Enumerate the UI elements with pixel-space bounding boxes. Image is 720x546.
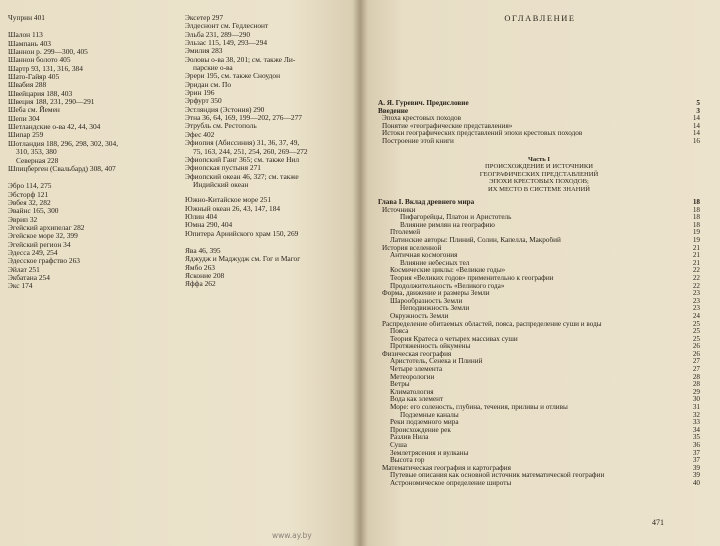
toc-entry-title: Неподвижность Земли [400, 305, 470, 313]
index-entry: Эврип 32 [8, 214, 38, 224]
toc-title: ОГЛАВЛЕНИЕ [504, 14, 576, 23]
index-entry: Яффа 262 [185, 279, 216, 289]
index-entry: Эфес 402 [185, 129, 215, 139]
toc-entry [378, 260, 700, 268]
toc-entry-page: 26 [692, 342, 700, 351]
toc-entry-title: А. Я. Гуревич. Предисловие [378, 100, 469, 107]
toc-entry-title: Влияние римлян на географию [400, 221, 495, 229]
toc-entry-page: 29 [692, 387, 700, 396]
toc-entry [378, 381, 700, 389]
toc-entry [378, 389, 700, 397]
toc-entry-page: 19 [692, 235, 700, 244]
toc-entry [378, 457, 700, 465]
toc-entry-title: Латинские авторы: Плиний, Солин, Капелла, Макробий [390, 236, 561, 244]
toc-entry [378, 290, 700, 298]
toc-entry-page: 34 [692, 425, 700, 434]
toc-entry [378, 214, 700, 222]
index-entry-continuation: 75, 163, 244, 251, 254, 260, 269—272 [193, 146, 308, 156]
toc-entry-page: 35 [692, 433, 700, 442]
toc-entry-title: Античная космогония [390, 252, 458, 260]
toc-entry-title: Четыре элемента [390, 366, 443, 374]
toc-entry-title: Понятие «географические представления» [382, 122, 513, 130]
toc-intro-block [378, 100, 700, 146]
toc-entry [378, 419, 700, 427]
toc-entry-page: 39 [692, 471, 700, 480]
toc-entry-title: Окружность Земли [390, 312, 449, 320]
toc-entry-title: Истоки географических представлений эпохи крестовых походов [382, 130, 583, 138]
toc-entry-title: Суша [390, 442, 407, 449]
toc-entry-page: 28 [692, 372, 700, 381]
toc-entry-page: 40 [692, 478, 700, 487]
toc-entry-page: 14 [692, 129, 700, 138]
toc-entry [378, 123, 700, 131]
toc-entry [378, 465, 700, 473]
toc-entry-title: Источники [382, 206, 416, 214]
toc-entry-title: Море: его соленость, глубина, течения, приливы и отливы [390, 404, 568, 412]
index-entry: Эвайнс 165, 300 [8, 206, 59, 216]
toc-entry [378, 237, 700, 245]
toc-entry-title: Введение [378, 107, 409, 115]
toc-entry [378, 108, 700, 116]
toc-entry-page: 14 [692, 114, 700, 123]
toc-entry-title: Ветры [390, 381, 410, 389]
index-entry: Эдесса 249, 254 [8, 247, 58, 257]
index-entry: Эмилия 283 [185, 46, 223, 56]
index-entry: Этрубль см. Рестополь [185, 121, 257, 131]
index-entry: Эйлат 251 [8, 264, 40, 274]
toc-entry [378, 298, 700, 306]
toc-entry-title: Глава I. Вклад древнего мира [378, 199, 475, 206]
index-entry: Этна 36, 64, 169, 199—202, 276—277 [185, 113, 302, 123]
toc-entry-page: 23 [692, 304, 700, 313]
toc-entry-title: Подземные каналы [400, 411, 459, 419]
toc-part-heading [378, 148, 700, 199]
index-entry: Эгейский регион 34 [8, 239, 71, 249]
index-entry: Шампань 403 [8, 38, 51, 48]
toc-entry-title: Климатология [390, 388, 434, 396]
part-title-line: ПРОИСХОЖДЕНИЕ И ИСТОЧНИКИ [485, 163, 593, 171]
watermark: www.ay.by [272, 531, 312, 540]
toc-entry-page: 18 [692, 220, 700, 229]
toc-entry-title: История вселенной [382, 244, 442, 252]
toc-entry-title: Теория «Великих годов» применительно к географии [390, 274, 554, 282]
toc-entry-title: Форма, движение и размеры Земли [382, 290, 490, 298]
toc-entry-title: Аристотель, Сенека и Плиний [390, 358, 483, 366]
toc-entry-title: Пояса [390, 328, 409, 336]
toc-entry-page: 21 [692, 243, 700, 252]
toc-entry-page: 22 [692, 266, 700, 275]
index-entry: Швабия 288 [8, 80, 47, 90]
toc-entry-page: 18 [692, 213, 700, 222]
toc-entry-page: 25 [692, 327, 700, 336]
index-entry: Эдесское графство 263 [8, 256, 80, 266]
index-entry: Экс 174 [8, 281, 33, 291]
toc-entry [378, 450, 700, 458]
toc-entry-page: 27 [692, 357, 700, 366]
toc-entry [378, 328, 700, 336]
toc-entry [378, 480, 700, 488]
index-entry: Эрери 195, см. также Сноудон [185, 71, 281, 81]
index-entry: Эксетер 297 [185, 13, 224, 22]
toc-entry [378, 115, 700, 123]
index-entry-continuation: Северная 228 [16, 155, 59, 165]
toc-entry-title: Распределение обитаемых областей, поясa, распределение суши и воды [382, 320, 602, 328]
toc-entry-title: Реки подземного мира [390, 419, 459, 427]
index-column-1 [8, 14, 166, 291]
toc-entry [378, 434, 700, 442]
toc-entry [378, 100, 700, 108]
index-entry: Эльзас 115, 149, 293—294 [185, 38, 268, 48]
toc-entry-page: 31 [692, 403, 700, 412]
toc-entry-title: Высота гор [390, 457, 425, 465]
toc-entry-page: 25 [692, 319, 700, 328]
index-entry: Ямбо 263 [185, 262, 215, 272]
toc-entry-page: 21 [692, 251, 700, 260]
toc-entry [378, 229, 700, 237]
toc-entry [378, 472, 700, 480]
toc-entry [378, 343, 700, 351]
toc-entry-page: 24 [692, 311, 700, 320]
index-entry: Ява 46, 395 [185, 245, 221, 255]
toc-entry [378, 351, 700, 359]
index-entry: Экбатана 254 [8, 272, 50, 282]
index-entry: Эстляндия (Эстония) 290 [185, 104, 265, 114]
toc-entry-title: Происхождение рек [390, 426, 451, 434]
toc-entry-title: Шарообразность Земли [390, 297, 463, 305]
index-entry: Шпицберген (Свальбард) 308, 407 [8, 163, 116, 173]
toc-entry [378, 138, 700, 146]
toc-entry-page: 14 [692, 121, 700, 130]
toc-entry-page: 21 [692, 258, 700, 267]
toc-entry-page: 22 [692, 281, 700, 290]
index-entry: Эвбея 32, 282 [8, 197, 51, 207]
toc-entry-page: 3 [696, 106, 700, 115]
toc-entry-title: Влияние небесных тел [400, 259, 470, 267]
index-entry: Эрин 196 [185, 88, 215, 98]
toc-entry-title: Метеорологии [390, 373, 435, 381]
toc-entry [378, 130, 700, 138]
toc-entry-title: Физическая география [382, 350, 452, 358]
index-entry: Шато-Гайяр 405 [8, 72, 60, 82]
toc-entry-page: 18 [692, 205, 700, 214]
toc-entry-page: 33 [692, 418, 700, 427]
toc-entry-page: 23 [692, 296, 700, 305]
toc-entry [378, 358, 700, 366]
index-entry: Шотландия 188, 296, 298, 302, 304, [8, 138, 119, 148]
index-entry: Элдеснонт см. Гедлеснонт [185, 21, 269, 31]
toc-entry-page: 5 [696, 99, 700, 107]
index-entry: Эбсторф 121 [8, 189, 49, 199]
toc-entry-title: Птолемей [390, 229, 421, 237]
toc-entry-page: 18 [692, 198, 700, 206]
toc-chapter-block [378, 199, 700, 488]
toc-entry-page: 26 [692, 349, 700, 358]
part-title-line: ЭПОХИ КРЕСТОВЫХ ПОХОДОВ; [489, 178, 589, 186]
toc-entry-title: Разлив Нила [390, 434, 429, 442]
toc-entry-title: Астрономическое определение широты [390, 479, 512, 487]
index-entry: Южный океан 26, 43, 147, 184 [185, 203, 281, 213]
index-entry: Эльба 231, 289—290 [185, 29, 251, 39]
toc-entry-title: Пифагорейцы, Платон и Аристотель [400, 214, 512, 222]
index-entry: Юпитера Арнийского храм 150, 269 [185, 228, 299, 238]
toc-entry-title: Землетрясения и вулканы [390, 449, 469, 457]
index-entry: Шепи 304 [8, 113, 40, 123]
index-entry: Эфиопский Ганг 365; см. также Нил [185, 154, 300, 164]
toc-entry [378, 222, 700, 230]
index-entry-continuation: 310, 353, 380 [16, 147, 57, 157]
toc-entry-title: Продолжительность «Великого года» [390, 282, 505, 290]
toc-entry [378, 442, 700, 450]
toc-entry [378, 199, 700, 207]
toc-entry [378, 252, 700, 260]
toc-entry-title: Построение этой книги [382, 137, 454, 145]
toc-entry [378, 336, 700, 344]
toc-entry-page: 28 [692, 380, 700, 389]
index-entry: Шаннон р. 299—300, 405 [8, 47, 88, 57]
toc-entry [378, 396, 700, 404]
toc-entry [378, 267, 700, 275]
index-entry: Шетландские о-ва 42, 44, 304 [8, 122, 101, 132]
index-entry: Южно-Китайское море 251 [185, 195, 272, 205]
toc-entry-page: 32 [692, 410, 700, 419]
index-column-2 [185, 14, 355, 289]
toc-entry [378, 245, 700, 253]
index-entry: Чуприн 401 [8, 13, 45, 22]
index-entry: Юмна 290, 404 [185, 220, 233, 230]
toc-entry [378, 207, 700, 215]
toc-entry-title: Математическая география и картография [382, 464, 511, 472]
index-entry: Шеба см. Йемен [8, 105, 60, 115]
index-entry: Эбро 114, 275 [8, 181, 52, 191]
book-gutter [352, 0, 368, 546]
toc-entry [378, 321, 700, 329]
toc-entry-page: 23 [692, 289, 700, 298]
index-entry: Эридан см. По [185, 79, 232, 89]
toc-entry-page: 37 [692, 456, 700, 465]
index-entry-continuation: парские о-ва [193, 63, 233, 73]
toc-entry [378, 374, 700, 382]
toc-entry [378, 305, 700, 313]
part-title-line: ГЕОГРАФИЧЕСКИХ ПРЕДСТАВЛЕНИЙ [479, 170, 599, 178]
index-entry: Юлин 404 [185, 211, 218, 221]
toc-entry-title: Протяженность ойкумены [390, 343, 471, 351]
right-page-toc [360, 0, 720, 546]
page-number: 471 [652, 518, 664, 527]
toc-entry-page: 27 [692, 365, 700, 374]
index-entry: Швейцария 188, 403 [8, 88, 73, 98]
toc-entry [378, 313, 700, 321]
toc-entry-title: Теория Кратеса о четырех массивах суши [390, 335, 518, 343]
toc-entry [378, 366, 700, 374]
index-entry: Швеция 188, 231, 290—291 [8, 97, 95, 107]
toc-entry-page: 39 [692, 463, 700, 472]
index-entry: Эгейское море 32, 399 [8, 231, 78, 241]
toc-entry-page: 16 [692, 136, 700, 145]
toc-entry-title: Космические циклы: «Великие годы» [390, 267, 506, 275]
toc-entry-title: Вода как элемент [390, 396, 444, 404]
index-entry: Шаннон болото 405 [8, 55, 71, 65]
index-entry: Эфиопская пустыня 271 [185, 163, 261, 173]
toc-entry-page: 36 [692, 441, 700, 449]
toc-entry-page: 25 [692, 334, 700, 343]
toc-entry-title: Путевые описания как основной источник математической географии [390, 472, 605, 480]
toc-entry [378, 404, 700, 412]
index-entry: Эоловы о-ва 38, 201; см. также Ли- [185, 54, 296, 64]
part-label: Часть I [527, 156, 550, 163]
toc-entry-page: 19 [692, 228, 700, 237]
index-entry: Яджудж и Маджудж см. Гог и Магог [185, 254, 301, 264]
toc-entry [378, 275, 700, 283]
index-entry: Шипар 259 [8, 130, 44, 140]
toc-entry-title: Эпоха крестовых походов [382, 115, 462, 123]
index-entry: Эгейский архипелаг 282 [8, 222, 85, 232]
toc-entry [378, 412, 700, 420]
index-entry-continuation: Индийский океан [193, 179, 249, 189]
toc-entry-page: 30 [692, 395, 700, 404]
index-entry: Шартр 93, 131, 316, 384 [8, 63, 83, 73]
toc-entry-page: 37 [692, 448, 700, 457]
toc-entry [378, 283, 700, 291]
index-entry: Эфиопия (Абиссиния) 31, 36, 37, 49, [185, 138, 300, 148]
toc-entry [378, 427, 700, 435]
toc-entry-page: 22 [692, 273, 700, 282]
index-entry: Ясконие 208 [185, 270, 225, 280]
index-entry: Эрфурт 350 [185, 96, 222, 106]
index-entry: Шалон 113 [8, 30, 43, 40]
part-title-line: ИХ МЕСТО В СИСТЕМЕ ЗНАНИЙ [487, 185, 591, 193]
index-entry: Эфиопский океан 46, 327; см. также [185, 171, 299, 181]
